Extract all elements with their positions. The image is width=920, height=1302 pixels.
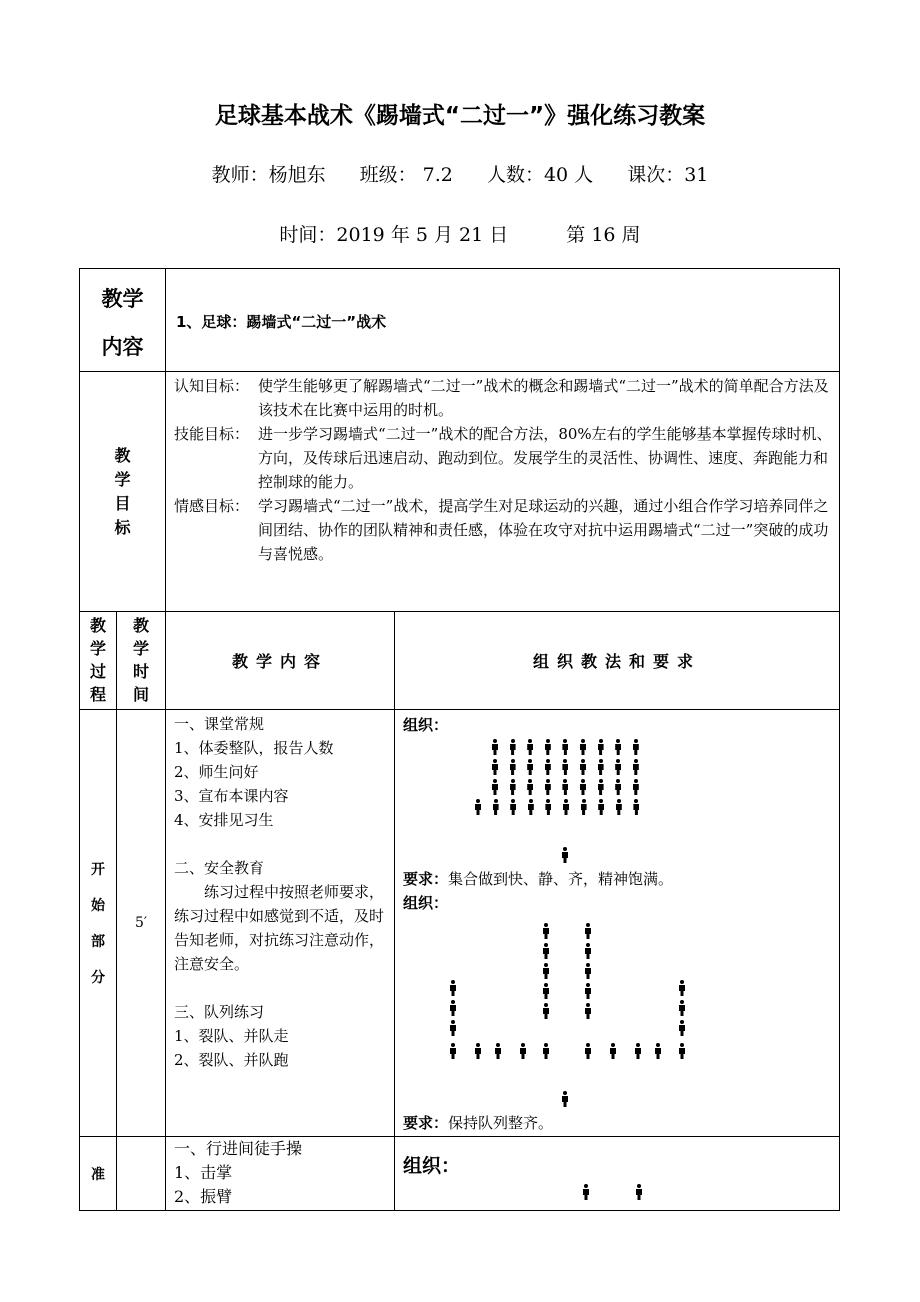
class-number: 班级： 7.2 [359,164,453,186]
student-figure-icon [543,983,549,999]
objectives-cell [166,372,840,612]
student-figure-icon [563,799,569,815]
student-figure-icon [598,779,604,795]
start-section-time: 5′ [117,710,166,1137]
student-figure-icon [635,1043,641,1059]
student-figure-icon [633,799,639,815]
student-figure-icon [610,1043,616,1059]
student-figure-icon [633,739,639,755]
student-figure-icon [655,1043,661,1059]
student-figure-icon [598,799,604,815]
student-figure-icon [545,779,551,795]
lesson-week: 第 16 周 [566,224,641,246]
student-figure-icon [562,739,568,755]
student-figure-icon [510,799,516,815]
content-column-header: 教学内容 [166,612,395,710]
student-figure-icon [493,799,499,815]
student-figure-icon [527,779,533,795]
student-figure-icon [679,1043,685,1059]
student-figure-icon [545,739,551,755]
student-figure-icon [615,759,621,775]
student-figure-icon [450,1000,456,1016]
prep-section-organization [395,1137,840,1211]
start-section-organization [395,710,840,1137]
student-figure-icon [636,1184,642,1200]
objective-cognitive: 认知目标： 使学生能够更了解踢墙式“二过一”战术的概念和踢墙式“二过一”战术的简单配合方法及该技术在比赛中运用的时机。 [174,377,829,419]
prep-section-content: 一、行进间徒手操 1、击掌 2、振臂 [166,1137,395,1211]
student-figure-icon [580,739,586,755]
student-figure-icon [492,779,498,795]
lesson-number: 课次：31 [627,164,709,186]
student-figure-icon [543,943,549,959]
student-count: 人数：40 人 [486,164,594,186]
lesson-info-line [0,160,920,187]
student-figure-icon [616,799,622,815]
student-figure-icon [527,739,533,755]
page-title: 足球基本战术《踢墙式“二过一”》强化练习教案 [214,103,706,129]
student-figure-icon [585,1043,591,1059]
student-figure-icon [545,799,551,815]
student-figure-icon [450,980,456,996]
student-figure-icon [633,779,639,795]
student-figure-icon [615,779,621,795]
column-header-row [80,612,840,710]
teacher-name: 教师：杨旭东 [211,164,326,186]
lesson-topic: 1、足球：踢墙式“二过一”战术 [166,269,840,372]
student-figure-icon [562,779,568,795]
student-figure-icon [543,1003,549,1019]
lesson-date: 时间：2019 年 5 月 21 日 [279,224,509,246]
method-column-header: 组织教法和要求 [395,612,840,710]
lesson-plan-table [79,268,840,1211]
objectives-header: 教 学 目 标 [80,372,166,612]
content-row [80,269,840,372]
student-figure-icon [585,1003,591,1019]
prep-section-time [117,1137,166,1211]
student-figure-icon [450,1043,456,1059]
objective-emotion: 情感目标： 学习踢墙式“二过一”战术，提高学生对足球运动的兴趣，通过小组合作学习培养同伴之间团结、协作的团队精神和责任感，体验在攻守对抗中运用踢墙式“二过一”突破的成功与喜悦感。 [174,497,829,563]
student-figure-icon [585,943,591,959]
prep-section-label: 准 [80,1137,117,1211]
student-figure-icon [581,799,587,815]
student-figure-icon [562,1091,568,1107]
student-figure-icon [528,799,534,815]
student-figure-icon [510,759,516,775]
org-label-1: 组织： [403,716,449,734]
objective-skill: 技能目标： 进一步学习踢墙式“二过一”战术的配合方法，80%左右的学生能够基本掌握传球时机、方向，及传球后迅速启动、跑动到位。发展学生的灵活性、协调性、速度、奔跑能力和控制球的能力。 [174,425,832,491]
student-figure-icon [543,1043,549,1059]
org-label-3: 组织： [403,1155,461,1177]
student-figure-icon [633,759,639,775]
student-figure-icon [475,1043,481,1059]
student-figure-icon [510,739,516,755]
student-figure-icon [562,759,568,775]
start-section-content: 一、课堂常规 1、体委整队，报告人数 2、师生问好 3、宣布本课内容 4、安排见习生 二、安全教育 练习过程中按照老师要求，练习过程中如感觉到不适，及时告知老师，对抗练习注意动作，注意安全。 三、队列练习 1、裂队、并队走 2、裂队、并队跑 [166,710,395,1137]
org-label-2: 组织： [403,894,449,912]
student-figure-icon [585,963,591,979]
student-figure-icon [450,1020,456,1036]
student-figure-icon [492,739,498,755]
student-figure-icon [562,847,568,863]
student-figure-icon [492,759,498,775]
prep-section-row [80,1137,840,1211]
date-line [0,220,920,247]
student-figure-icon [475,799,481,815]
content-header: 教学 内容 [80,269,166,372]
student-figure-icon [543,963,549,979]
student-figure-icon [545,759,551,775]
objectives-row [80,372,840,612]
process-header: 教 学 过 程 [80,612,117,710]
student-figure-icon [520,1043,526,1059]
requirement-1: 要求：集合做到快、静、齐，精神饱满。 [403,870,674,888]
student-figure-icon [679,980,685,996]
student-figure-icon [527,759,533,775]
student-figure-icon [583,1184,589,1200]
student-figure-icon [495,1043,501,1059]
time-header: 教 学 时 间 [117,612,166,710]
student-figure-icon [580,779,586,795]
student-figure-icon [679,1020,685,1036]
start-section-row [80,710,840,1137]
start-section-label: 开 始 部 分 [80,710,117,1137]
student-figure-icon [585,923,591,939]
student-figure-icon [598,759,604,775]
student-figure-icon [580,759,586,775]
student-figure-icon [543,923,549,939]
student-figure-icon [598,739,604,755]
student-figure-icon [679,1000,685,1016]
student-figure-icon [510,779,516,795]
student-figure-icon [615,739,621,755]
requirement-2: 要求：保持队列整齐。 [403,1114,554,1132]
student-figure-icon [585,983,591,999]
